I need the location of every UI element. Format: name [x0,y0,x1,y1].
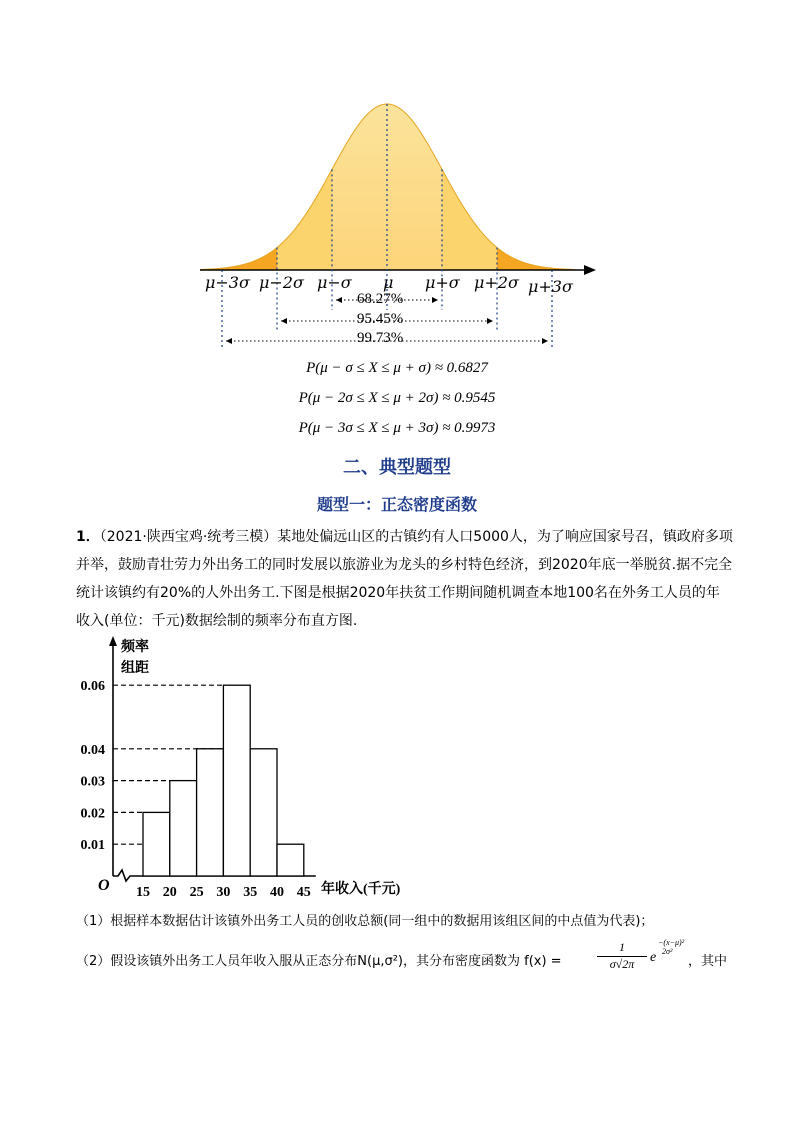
density-numerator: 1 [597,940,647,957]
problem-line-1-text: 某地处偏远山区的古镇约有人口5000人，为了响应国家号召，镇政府多项 [277,529,733,545]
y-tick-label: 0.04 [80,742,105,758]
arrowhead [432,297,438,303]
y-axis-arrow [109,636,117,646]
x-tick-label: 40 [270,885,284,900]
subsection-title: 题型一：正态密度函数 [316,495,477,514]
interval-68: 68.27% [357,291,404,307]
problem-line-4: 收入(单位：千元)数据绘制的频率分布直方图. [76,613,358,629]
histogram-bar [223,685,250,876]
origin-label: O [98,877,110,894]
question-2-tail: ，其中 [688,954,728,969]
interval-95: 95.45% [357,311,404,327]
density-exp: e [650,950,657,965]
question-1: （1）根据样本数据估计该镇外出务工人员的创收总额(同一组中的数据用该组区间的中点值为代表)； [76,914,654,929]
density-exponent: −(x−μ)² 2σ² [658,938,685,956]
histogram-chart [0,630,794,900]
label-mu-minus-sigma: μ−σ [317,273,352,292]
tail-right [497,248,575,270]
formula-3sigma: P(μ − 3σ ≤ X ≤ μ + 3σ) ≈ 0.9973 [298,420,496,436]
histogram-bar [143,812,170,876]
y-tick-label: 0.02 [80,806,105,822]
arrowhead [281,318,287,324]
tail-left [200,248,277,270]
arrowhead [487,318,493,324]
formula-1sigma: P(μ − σ ≤ X ≤ μ + σ) ≈ 0.6827 [306,360,488,376]
x-tick-label: 15 [136,885,150,900]
arrowhead [226,338,232,344]
ylabel-top: 频率 [121,640,149,655]
y-tick-label: 0.06 [80,679,105,695]
histogram-bar [197,749,224,876]
histogram-bar [170,781,197,876]
arrowhead [542,338,548,344]
y-tick-label: 0.01 [80,838,105,854]
label-mu-minus-3sigma: μ−3σ [205,273,250,292]
label-mu-minus-2sigma: μ−2σ [259,273,304,292]
x-tick-label: 45 [296,885,311,900]
density-fraction [597,940,647,972]
density-denominator: σ√2π [609,957,635,971]
problem-text [76,523,733,635]
x-tick-label: 25 [189,885,204,900]
label-mu: μ [383,273,394,292]
label-mu-plus-3sigma: μ+3σ [528,277,573,296]
question-2 [76,950,562,969]
x-tick-label: 20 [162,885,177,900]
problem-line-1 [76,523,733,551]
ylabel-bottom: 组距 [121,661,149,676]
problem-number: 1． [76,529,100,545]
axis-arrow [584,265,596,275]
y-tick-label: 0.03 [80,774,105,790]
interval-99: 99.73% [357,330,404,346]
x-axis-label: 年收入(千元) [321,882,401,897]
x-tick-label: 35 [243,885,258,900]
arrowhead [336,297,342,303]
formula-2sigma: P(μ − 2σ ≤ X ≤ μ + 2σ) ≈ 0.9545 [298,390,496,406]
x-tick-label: 30 [216,885,231,900]
problem-line-2: 并举，鼓励青壮劳力外出务工的同时发展以旅游业为龙头的乡村特色经济，到2020年底一举脱贫.据不完全 [76,557,733,573]
label-mu-plus-sigma: μ+σ [425,273,460,292]
label-mu-plus-2sigma: μ+2σ [474,273,519,292]
histogram-bar [277,844,304,876]
histogram-bar [250,749,277,876]
problem-line-3: 统计该镇约有20%的人外出务工.下图是根据2020年扶贫工作期间随机调查本地100名在外务工人员的年 [76,585,720,601]
problem-source: （2021·陕西宝鸡·统考三模） [99,529,278,545]
question-2-text: （2）假设该镇外出务工人员年收入服从正态分布N(μ,σ²)，其分布密度函数为 f(x) = [76,954,562,969]
section-title: 二、典型题型 [343,457,451,478]
